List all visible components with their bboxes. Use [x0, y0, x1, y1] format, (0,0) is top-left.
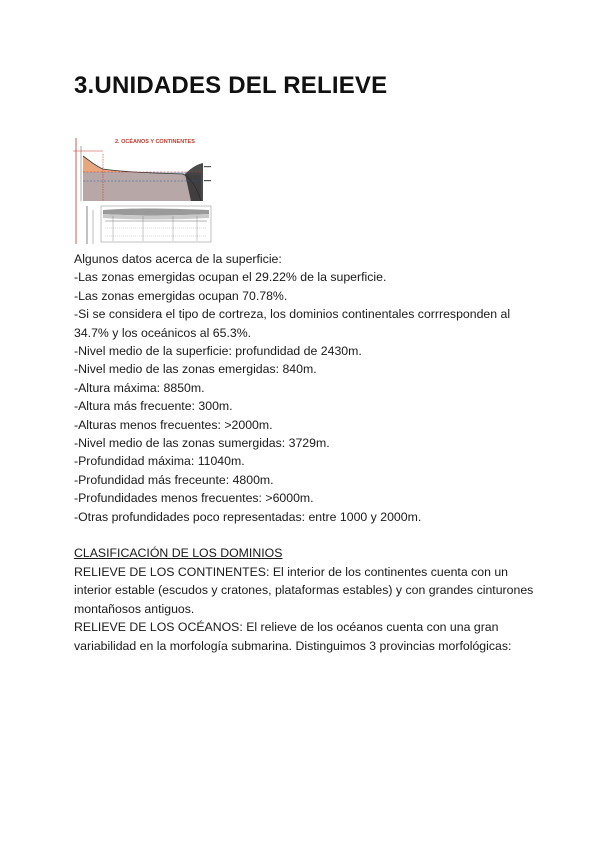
data-line: -Alturas menos frecuentes: >2000m. — [74, 417, 273, 432]
page-title: 3.UNIDADES DEL RELIEVE — [74, 72, 388, 99]
hypsographic-curve-image — [73, 136, 213, 248]
figure-caption: 2. OCÉANOS Y CONTINENTES — [115, 139, 195, 145]
data-line: -Profundidad más freceunte: 4800m. — [74, 472, 274, 487]
data-line: -Las zonas emergidas ocupan 70.78%. — [74, 288, 288, 303]
data-line: -Nivel medio de las zonas emergidas: 840m. — [74, 362, 317, 377]
data-line: -Profundidades menos frecuentes: >6000m. — [74, 491, 314, 506]
body-text — [74, 250, 534, 655]
continents-paragraph: RELIEVE DE LOS CONTINENTES: El interior de los continentes cuenta con un interior estable (escudos y cratones, plataformas estables) y con grandes cinturones montañosos antiguos. — [74, 564, 534, 616]
data-line: -Otras profundidades poco representadas: entre 1000 y 2000m. — [74, 509, 422, 524]
data-line: -Las zonas emergidas ocupan el 29.22% de la superficie. — [74, 270, 387, 285]
section-heading: CLASIFICACIÓN DE LOS DOMINIOS — [74, 546, 283, 561]
data-line: -Si se considera el tipo de cortreza, los dominios continentales corrresponden al 34.7% y los oceánicos al 65.3%. — [74, 307, 511, 340]
hypsographic-figure — [73, 136, 213, 248]
data-line: -Profundidad máxima: 11040m. — [74, 454, 245, 469]
oceans-paragraph: RELIEVE DE LOS OCÉANOS: El relieve de los océanos cuenta con una gran variabilidad en la morfología submarina. Distinguimos 3 provincias morfológicas: — [74, 620, 512, 653]
intro-line: Algunos datos acerca de la superficie: — [74, 252, 282, 266]
data-line: -Altura más frecuente: 300m. — [74, 399, 233, 414]
data-line: -Altura máxima: 8850m. — [74, 380, 205, 395]
data-line: -Nivel medio de las zonas sumergidas: 3729m. — [74, 436, 330, 451]
paragraph-gap — [74, 526, 534, 544]
data-line: -Nivel medio de la superficie: profundidad de 2430m. — [74, 344, 362, 359]
